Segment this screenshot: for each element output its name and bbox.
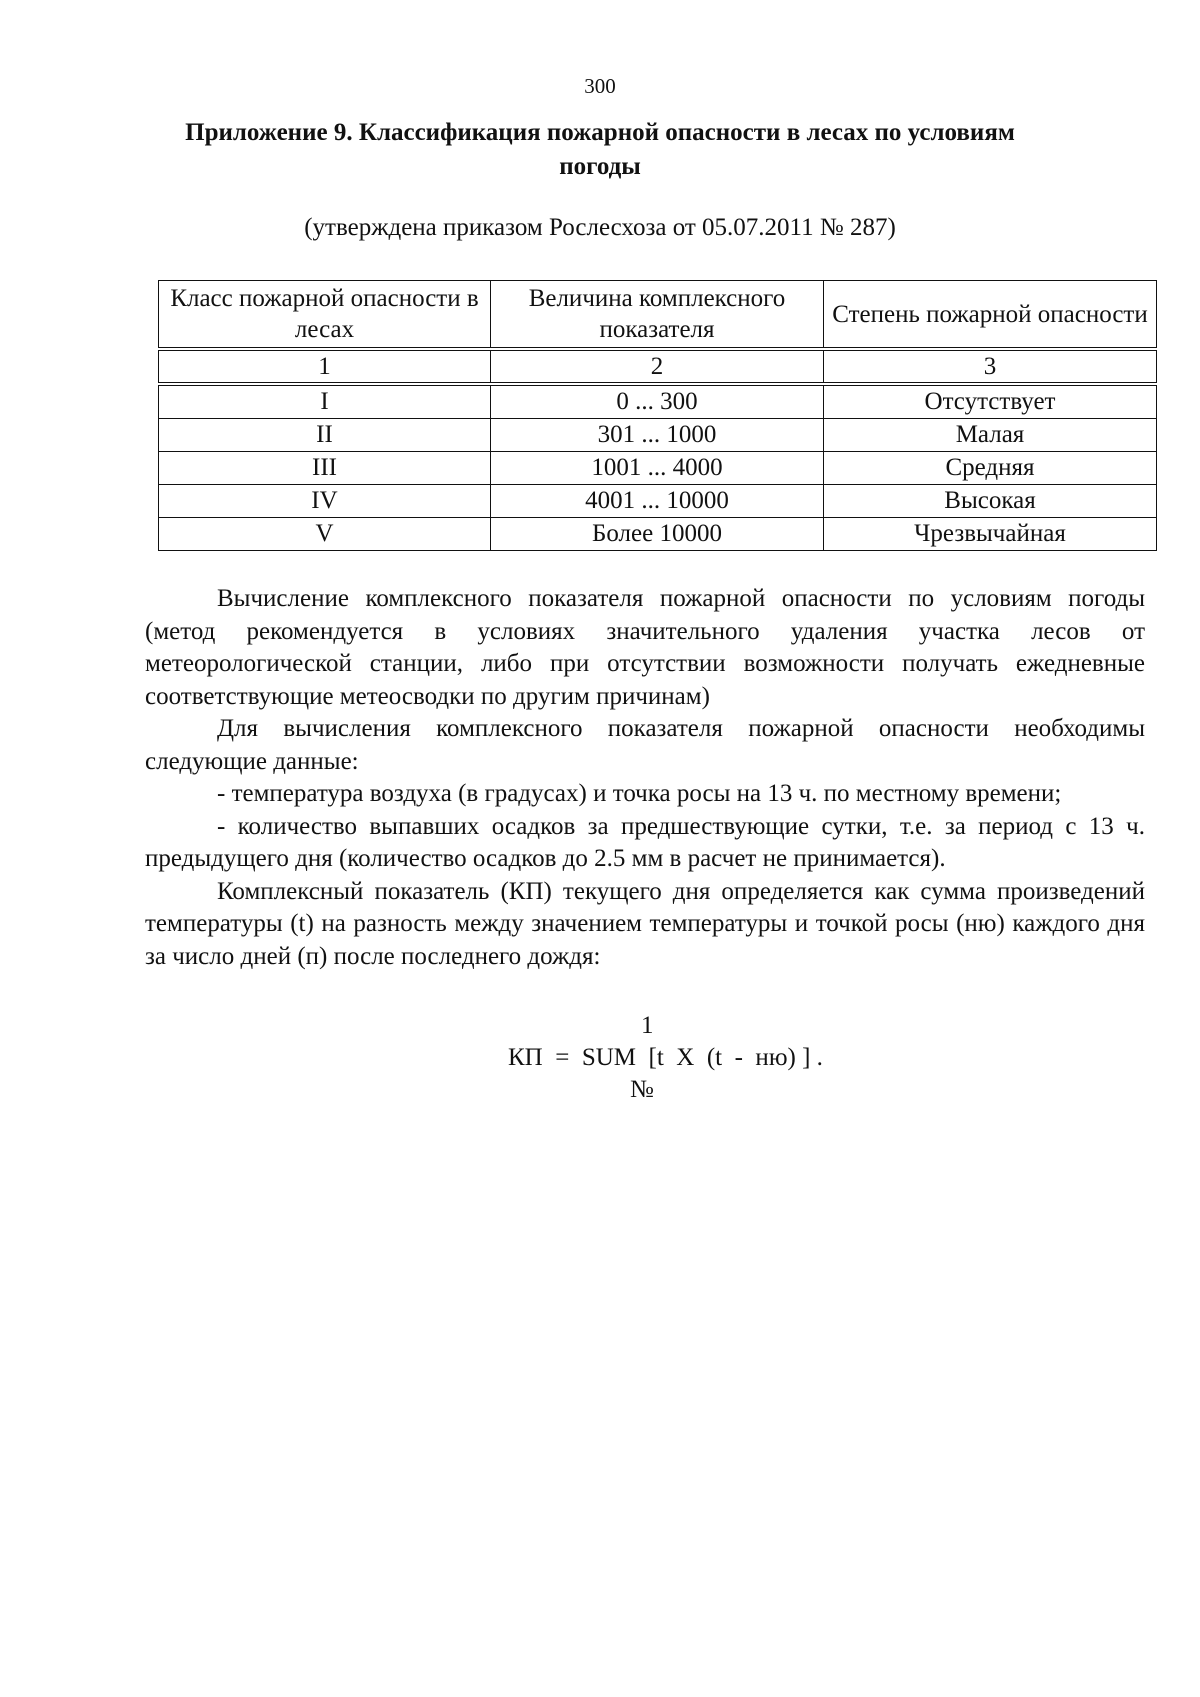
table-row — [159, 452, 1157, 485]
body-text — [145, 583, 1145, 973]
document-subtitle: (утверждена приказом Рослесхоза от 05.07.2011 № 287) — [304, 214, 896, 241]
formula-expression: КП = SUM [t X (t - ню) ] . — [508, 1044, 823, 1071]
table-cell: Высокая — [824, 485, 1157, 518]
header-cell-class: Класс пожарной опасности в лесах — [159, 281, 491, 350]
table-cell: Более 10000 — [491, 518, 824, 551]
table-row — [159, 485, 1157, 518]
table-column-number-row — [159, 349, 1157, 384]
fire-danger-table — [158, 280, 1157, 551]
table-cell: 4001 ... 10000 — [491, 485, 824, 518]
column-number-cell: 3 — [824, 349, 1157, 384]
table-cell: IV — [159, 485, 491, 518]
table-cell: Чрезвычайная — [824, 518, 1157, 551]
formula-lower-limit: № — [630, 1076, 654, 1103]
header-cell-danger-degree: Степень пожарной опасности — [824, 281, 1157, 350]
table-header-row — [159, 281, 1157, 350]
table-row — [159, 384, 1157, 419]
paragraph: Для вычисления комплексного показателя пожарной опасности необходимы следующие данные: — [145, 715, 1145, 775]
document-title: Приложение 9. Классификация пожарной опасности в лесах по условиям погоды — [185, 119, 1015, 180]
column-number-cell: 2 — [491, 349, 824, 384]
table-cell: I — [159, 384, 491, 419]
table-cell: 1001 ... 4000 — [491, 452, 824, 485]
table-row — [159, 518, 1157, 551]
fire-danger-table-container — [158, 280, 1156, 551]
table-cell: 301 ... 1000 — [491, 419, 824, 452]
table-cell: Отсутствует — [824, 384, 1157, 419]
formula-upper-limit: 1 — [641, 1012, 654, 1039]
paragraph: Вычисление комплексного показателя пожарной опасности по условиям погоды (метод рекомендуется в условиях значительного удаления участка лесов от метеорологической станции, либо при отсутствии возможности получать ежедневные соответствующие метеосводки по другим причинам) — [145, 585, 1145, 710]
paragraph: Комплексный показатель (КП) текущего дня определяется как сумма произведений температуры (t) на разность между значением температуры и точкой росы (ню) каждого дня за число дней (п) после последнего дождя: — [145, 877, 1145, 970]
table-cell: II — [159, 419, 491, 452]
table-cell: Малая — [824, 419, 1157, 452]
table-cell: V — [159, 518, 491, 551]
table-cell: 0 ... 300 — [491, 384, 824, 419]
paragraph: - количество выпавших осадков за предшествующие сутки, т.е. за период с 13 ч. предыдущего дня (количество осадков до 2.5 мм в расчет не принимается). — [145, 812, 1145, 872]
column-number-cell: 1 — [159, 349, 491, 384]
table-row — [159, 419, 1157, 452]
table-cell: Средняя — [824, 452, 1157, 485]
page-number: 300 — [584, 74, 616, 98]
header-cell-index-value: Величина комплексного показателя — [491, 281, 824, 350]
paragraph: - температура воздуха (в градусах) и точка росы на 13 ч. по местному времени; — [217, 780, 1062, 807]
table-cell: III — [159, 452, 491, 485]
